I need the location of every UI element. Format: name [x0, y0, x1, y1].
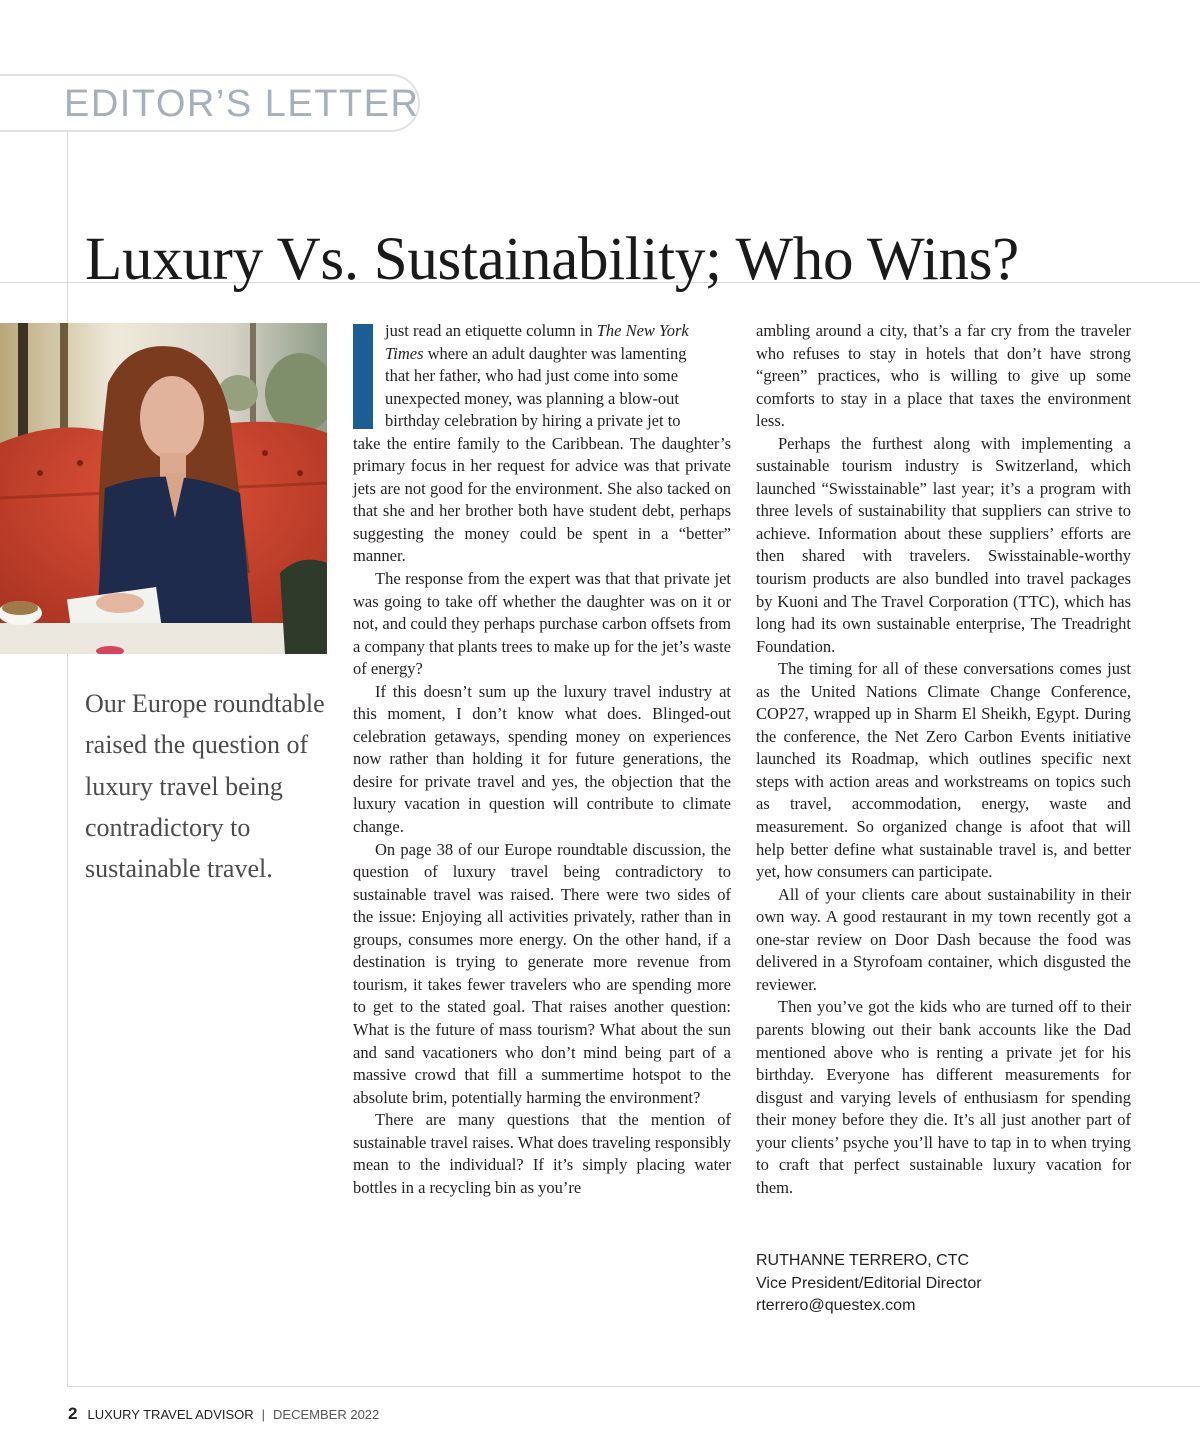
signature-block — [756, 1250, 982, 1318]
body-paragraph: The response from the expert was that that private jet was going to take off whether the daughter was on it or not, and could they perhaps purchase carbon offsets from a company that plants trees to make up for the jet’s waste of energy? — [353, 569, 732, 679]
intro-paragraph — [353, 320, 731, 568]
publication-title: LUXURY TRAVEL ADVISOR — [87, 1407, 254, 1422]
issue-date: DECEMBER 2022 — [273, 1407, 380, 1422]
section-label: EDITOR’S LETTER — [64, 83, 420, 125]
dropcap-letter — [353, 324, 373, 429]
article-column-1 — [353, 320, 731, 1199]
body-paragraph: Perhaps the furthest along with implementing a sustainable tourism industry is Switzerland, which launched “Swisstainable” last year; it’s a program with three levels of sustainability that suppliers can strive to achieve. Information about these suppliers’ efforts are then shared with travelers. Swisstainable-worthy tourism products are also bundled into travel packages by Kuoni and The Travel Corporation (TTC), which has long had its own sustainable enterprise, The Treadright Foundation. — [756, 433, 1131, 656]
body-paragraph: The timing for all of these conversations comes just as the United Nations Climate Change Conference, COP27, wrapped up in Sharm El Sheikh, Egypt. During the conference, the Net Zero Carbon Events initiative launched its Roadmap, which outlines specific next steps with action areas and workstreams on topics such as travel, accommodation, energy, waste and measurement. So organized change is afoot that will help better define what sustainable travel is, and better yet, how consumers can participate. — [756, 659, 1131, 882]
left-vertical-rule — [67, 132, 68, 1387]
intro-line: just read an etiquette column in — [385, 321, 597, 340]
intro-line: birthday celebration by hiring a private jet to — [385, 411, 681, 431]
bottom-divider — [67, 1386, 1200, 1387]
editor-photo — [0, 323, 327, 654]
author-name: RUTHANNE TERRERO, CTC — [756, 1252, 970, 1269]
publication-name-cont: Times — [385, 343, 424, 363]
body-paragraph: On page 38 of our Europe roundtable discussion, the question of luxury travel being contradictory to sustainable travel was raised. There were two sides of the issue: Enjoying all activities privately, rather than in groups, consumes more energy. On the other hand, if a destination is trying to generate more revenue from tourism, it takes fewer travelers who are spending more to get to the stated goal. That raises another question: What is the future of mass tourism? What about the sun and sand vacationers who don’t mind being part of a massive crowd that fill a summertime hotspot to the absolute brim, potentially harming the environment? — [353, 839, 731, 1107]
intro-line: that her father, who had just come into some — [385, 366, 679, 386]
page-number: 2 — [68, 1404, 78, 1423]
body-paragraph: All of your clients care about sustainability in their own way. A good restaurant in my town recently got a one-star review on Door Dash because the food was delivered in a Styrofoam container, which disgusted the reviewer. — [756, 884, 1131, 994]
article-column-2 — [756, 320, 1131, 1199]
author-title: Vice President/Editorial Director — [756, 1274, 982, 1292]
body-paragraph: If this doesn’t sum up the luxury travel industry at this moment, I don’t know what does. Blinged-out celebration getaways, spending money on experiences now rather than holding it for future generations, the desire for private travel and yes, the objection that the luxury vacation in question will contribute to climate change. — [353, 681, 731, 837]
body-paragraph: There are many questions that the mention of sustainable travel raises. What does traveling responsibly mean to the individual? If it’s simply placing water bottles in a recycling bin as you’re — [353, 1110, 731, 1197]
footer-separator: | — [261, 1407, 266, 1422]
intro-line: where an adult daughter was lamenting — [423, 343, 687, 363]
body-paragraph: ambling around a city, that’s a far cry from the traveler who refuses to stay in hotels that don’t have strong “green” practices, who is willing to give up some comforts to stay in a place that taxes the environment less. — [756, 321, 1131, 431]
body-paragraph: Then you’ve got the kids who are turned off to their parents blowing out their bank accounts like the Dad mentioned above who is renting a private jet for his birthday. Everyone has different measurements for disgust and varying levels of enthusiasm for spending their money before they die. It’s all just another part of your clients’ psyche you’ll have to tap in to when trying to craft that perfect sustainable luxury vacation for them. — [756, 997, 1131, 1197]
intro-rest: take the entire family to the Caribbean. The daughter’s primary focus in her request for advice was that private jets are not good for the environment. She also tacked on that she and her brother both have student debt, perhaps suggesting the money could be spent in a “better” manner. — [353, 433, 731, 566]
publication-name: The New York — [596, 321, 689, 340]
headline: Luxury Vs. Sustainability; Who Wins? — [85, 226, 1019, 293]
author-email[interactable]: rterrero@questex.com — [756, 1297, 916, 1315]
intro-line: unexpected money, was planning a blow-out — [385, 388, 680, 408]
pull-quote: Our Europe roundtable raised the question of luxury travel being contradictory to sustainable travel. — [85, 689, 325, 884]
page-footer — [68, 1404, 379, 1425]
